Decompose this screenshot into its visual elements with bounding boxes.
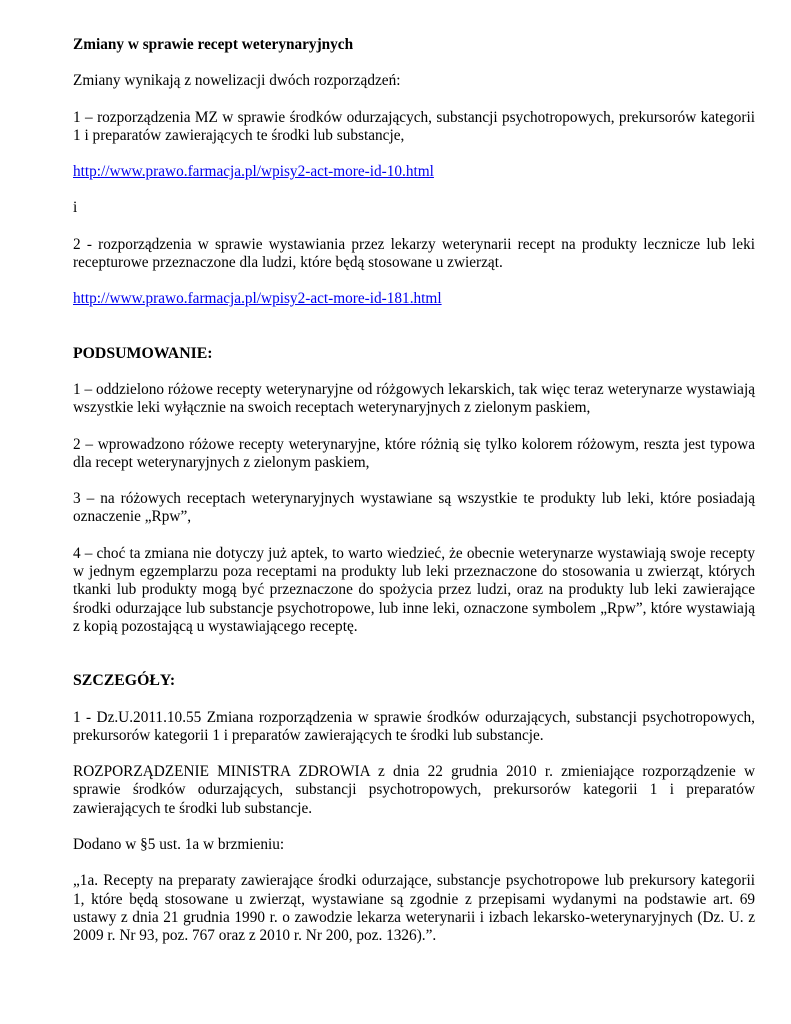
details-item: ROZPORZĄDZENIE MINISTRA ZDROWIA z dnia 22 grudnia 2010 r. zmieniające rozporządzenie w sprawie środków odurzających, substancji psychotropowych, prekursorów kategorii 1 i preparatów zawierających te środki lub substancje. bbox=[73, 763, 755, 817]
summary-heading: PODSUMOWANIE: bbox=[73, 344, 213, 362]
details-heading: SZCZEGÓŁY: bbox=[73, 672, 176, 690]
regulation-item-2: 2 - rozporządzenia w sprawie wystawiania przez lekarzy weterynarii recept na produkty lecznicze lub leki recepturowe przeznaczone dla ludzi, które będą stosowane u zwierząt. bbox=[73, 235, 755, 272]
details-item: 1 - Dz.U.2011.10.55 Zmiana rozporządzenia w sprawie środków odurzających, substancji psychotropowych, prekursorów kategorii 1 i preparatów zawierających te środki lub substancje. bbox=[73, 708, 755, 744]
summary-item: 3 – na różowych receptach weterynaryjnych wystawiane są wszystkie te produkty lub leki, które posiadają oznaczenie „Rpw”, bbox=[73, 490, 755, 526]
conjunction-text: i bbox=[73, 199, 78, 217]
regulation-link-2[interactable]: http://www.prawo.farmacja.pl/wpisy2-act-more-id-181.html bbox=[73, 290, 442, 308]
summary-item: 4 – choć ta zmiana nie dotyczy już aptek, to warto wiedzieć, że obecnie weterynarze wystawiają swoje recepty w jednym egzemplarzu poza receptami na produkty lub leki przeznaczone do stosowania u zwierząt, których tkanki lub produkty mogą być przeznaczone do spożycia przez ludzi, oraz na produkty lub leki zawierające środki odurzające lub substancje psychotropowe, lub inne leki, oznaczone symbolem „Rpw”, które wystawiają z kopią pozostającą u wystawiającego receptę. bbox=[73, 544, 755, 635]
summary-item: 2 – wprowadzono różowe recepty weterynaryjne, które różnią się tylko kolorem różowym, reszta jest typowa dla recept weterynaryjnych z zielonym paskiem, bbox=[73, 435, 755, 471]
details-quote: „1a. Recepty na preparaty zawierające środki odurzające, substancje psychotropowe lub prekursory kategorii 1, które będą stosowane u zwierząt, wystawiane są zgodnie z przepisami wydanymi na podstawie art. 69 ustawy z dnia 21 grudnia 1990 r. o zawodzie lekarza weterynarii i izbach lekarsko-weterynaryjnych (Dz. U. z 2009 r. Nr 93, poz. 767 oraz z 2010 r. Nr 200, poz. 1326).”. bbox=[73, 872, 755, 945]
intro-paragraph: Zmiany wynikają z nowelizacji dwóch rozporządzeń: bbox=[73, 72, 401, 90]
document-title: Zmiany w sprawie recept weterynaryjnych bbox=[73, 36, 354, 53]
summary-item: 1 – oddzielono różowe recepty weterynaryjne od różgowych lekarskich, tak więc teraz weterynarze wystawiają wszystkie leki wyłącznie na swoich receptach weterynaryjnych z zielonym paskiem, bbox=[73, 380, 755, 417]
details-item: Dodano w §5 ust. 1a w brzmieniu: bbox=[73, 836, 285, 854]
document-page bbox=[73, 36, 755, 946]
regulation-link-1[interactable]: http://www.prawo.farmacja.pl/wpisy2-act-more-id-10.html bbox=[73, 163, 434, 181]
regulation-item-1: 1 – rozporządzenia MZ w sprawie środków odurzających, substancji psychotropowych, prekursorów kategorii 1 i preparatów zawierających te środki lub substancje, bbox=[73, 108, 755, 144]
